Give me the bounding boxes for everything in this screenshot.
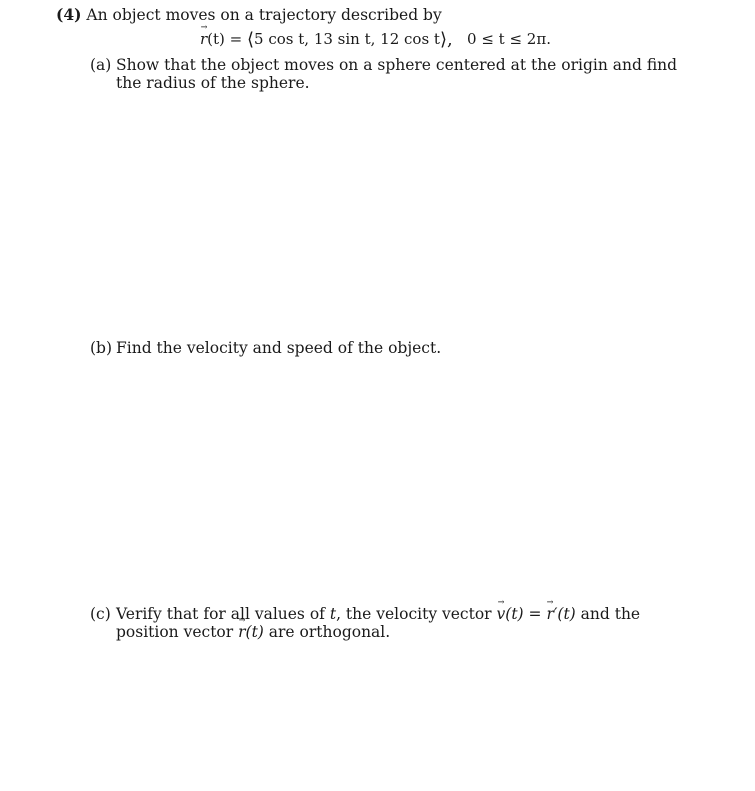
position-vector-derivative-symbol: r → (546, 605, 553, 623)
problem-number: (4) (56, 5, 82, 24)
part-c-answer-space[interactable] (90, 650, 690, 780)
part-c-text-3: and the position vector (116, 605, 641, 641)
part-a (90, 56, 690, 92)
part-c-label: (c) (90, 605, 111, 623)
part-c-text (116, 605, 690, 641)
equation-components: 5 cos t, 13 sin t, 12 cos t (254, 30, 440, 48)
position-vector-symbol: r → (200, 29, 207, 49)
part-c-text-1: Verify that for all values of (116, 605, 330, 623)
part-a-label: (a) (90, 56, 112, 74)
trajectory-equation (200, 29, 551, 50)
position-arg-c: (t) (245, 623, 264, 641)
right-angle-bracket: ⟩, (439, 29, 453, 50)
position-vector-symbol-c: r → (238, 623, 245, 641)
part-b (90, 339, 690, 357)
problem-intro: An object moves on a trajectory described by (86, 6, 442, 24)
left-angle-bracket: ⟨ (247, 29, 255, 50)
part-c (90, 605, 690, 641)
velocity-vector-symbol: v → (497, 605, 506, 623)
part-c-t-var: t (329, 605, 337, 623)
equation-lhs-arg: (t) = (207, 30, 248, 48)
part-a-text: Show that the object moves on a sphere centered at the origin and find the radius of the sphere. (116, 56, 678, 92)
part-b-text: Find the velocity and speed of the object. (116, 339, 442, 357)
equation-domain: 0 ≤ t ≤ 2π. (467, 30, 551, 48)
problem-statement (56, 5, 442, 25)
derivative-arg: ′(t) (553, 605, 576, 623)
velocity-arg: (t) = (505, 605, 547, 623)
part-c-text-2: , the velocity vector (336, 605, 497, 623)
part-a-answer-space[interactable] (90, 100, 690, 330)
part-b-answer-space[interactable] (90, 365, 690, 595)
part-c-text-4: are orthogonal. (263, 623, 391, 641)
part-b-label: (b) (90, 339, 113, 357)
